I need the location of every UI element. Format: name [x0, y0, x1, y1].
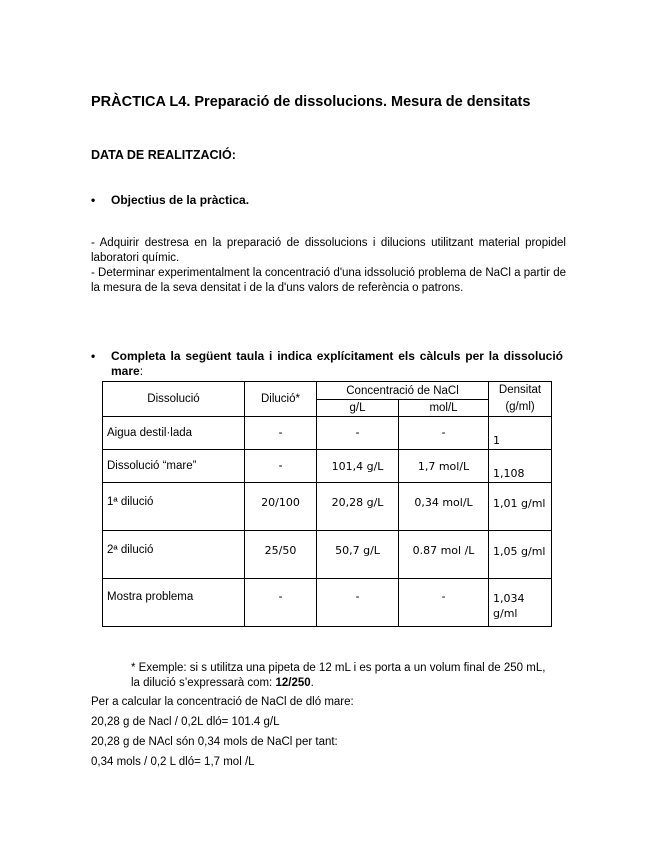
note-suffix: .: [310, 677, 314, 689]
row-gl: -: [317, 417, 399, 450]
row-dilucio: 25/50: [245, 531, 317, 579]
header-moll: mol/L: [399, 400, 489, 417]
note-example: 12/250: [275, 677, 311, 689]
note-prefix: la dilució s’expressarà com:: [131, 677, 276, 689]
row-dilucio: -: [245, 417, 317, 450]
page-title: PRÀCTICA L4. Preparació de dissolucions. Mesura de densitats: [91, 94, 531, 110]
header-dissolucio: Dissolució: [103, 382, 245, 417]
row-densitat: 1,05 g/ml: [489, 531, 552, 579]
objective-1: - Adquirir destresa en la preparació de dissolucions i dilucions utilitzant material propidel laboratori químic.: [91, 237, 566, 264]
question-text: [111, 349, 563, 379]
table-row: [103, 417, 552, 450]
note-line-2: [131, 676, 314, 691]
objectives-heading: Objectius de la pràctica.: [111, 193, 250, 207]
row-gl: -: [317, 579, 399, 627]
question-suffix: :: [139, 364, 144, 378]
row-gl: 20,28 g/L: [317, 483, 399, 531]
objectives-bullet: •: [91, 193, 96, 207]
row-densitat: 1: [489, 417, 552, 450]
row-gl: 101,4 g/L: [317, 450, 399, 483]
header-densitat-unit: (g/ml): [505, 401, 535, 413]
row-dilucio: -: [245, 450, 317, 483]
calc-line: 0,34 mols / 0,2 L dló= 1,7 mol /L: [91, 756, 255, 768]
calc-line: 20,28 g de Nacl / 0,2L dló= 101.4 g/L: [91, 716, 280, 728]
header-concentracio: Concentració de NaCl: [317, 382, 489, 400]
row-densitat: 1,108: [489, 450, 552, 483]
row-moll: -: [399, 579, 489, 627]
row-dilucio: -: [245, 579, 317, 627]
table-row: [103, 483, 552, 531]
row-name: Mostra problema: [103, 579, 245, 627]
date-label: DATA DE REALITZACIÓ:: [91, 148, 236, 162]
row-densitat: 1,01 g/ml: [489, 483, 552, 531]
table-row: [103, 450, 552, 483]
row-name: 2ª dilució: [103, 531, 245, 579]
table-row: [103, 579, 552, 627]
calc-line: Per a calcular la concentració de NaCl de dló mare:: [91, 696, 354, 708]
objective-2: - Determinar experimentalment la concentració d'una idssolució problema de NaCl a partir de la mesura de la seva densitat i de la d'uns valors de referència o patrons.: [91, 267, 566, 294]
note-line-1: * Exemple: si s utilitza una pipeta de 12 mL i es porta a un volum final de 250 mL,: [131, 662, 546, 674]
row-densitat: 1,034 g/ml: [489, 579, 552, 627]
row-dilucio: 20/100: [245, 483, 317, 531]
header-gl: g/L: [317, 400, 399, 417]
row-name: Dissolució “mare”: [103, 450, 245, 483]
question-bullet: •: [91, 349, 96, 363]
header-densitat: [489, 382, 552, 417]
row-moll: 0,34 mol/L: [399, 483, 489, 531]
table-header-row: [103, 382, 552, 400]
question-main: Completa la següent taula i indica explícitament els càlculs per la dissolució mare: [111, 349, 563, 378]
row-name: Aigua destil·lada: [103, 417, 245, 450]
row-gl: 50,7 g/L: [317, 531, 399, 579]
results-table: [102, 381, 552, 627]
header-densitat-label: Densitat: [498, 384, 542, 396]
row-moll: 0.87 mol /L: [399, 531, 489, 579]
row-name: 1ª dilució: [103, 483, 245, 531]
row-moll: -: [399, 417, 489, 450]
row-moll: 1,7 mol/L: [399, 450, 489, 483]
header-dilucio: Dilució*: [245, 382, 317, 417]
table-row: [103, 531, 552, 579]
calc-line: 20,28 g de NAcl són 0,34 mols de NaCl per tant:: [91, 736, 338, 748]
